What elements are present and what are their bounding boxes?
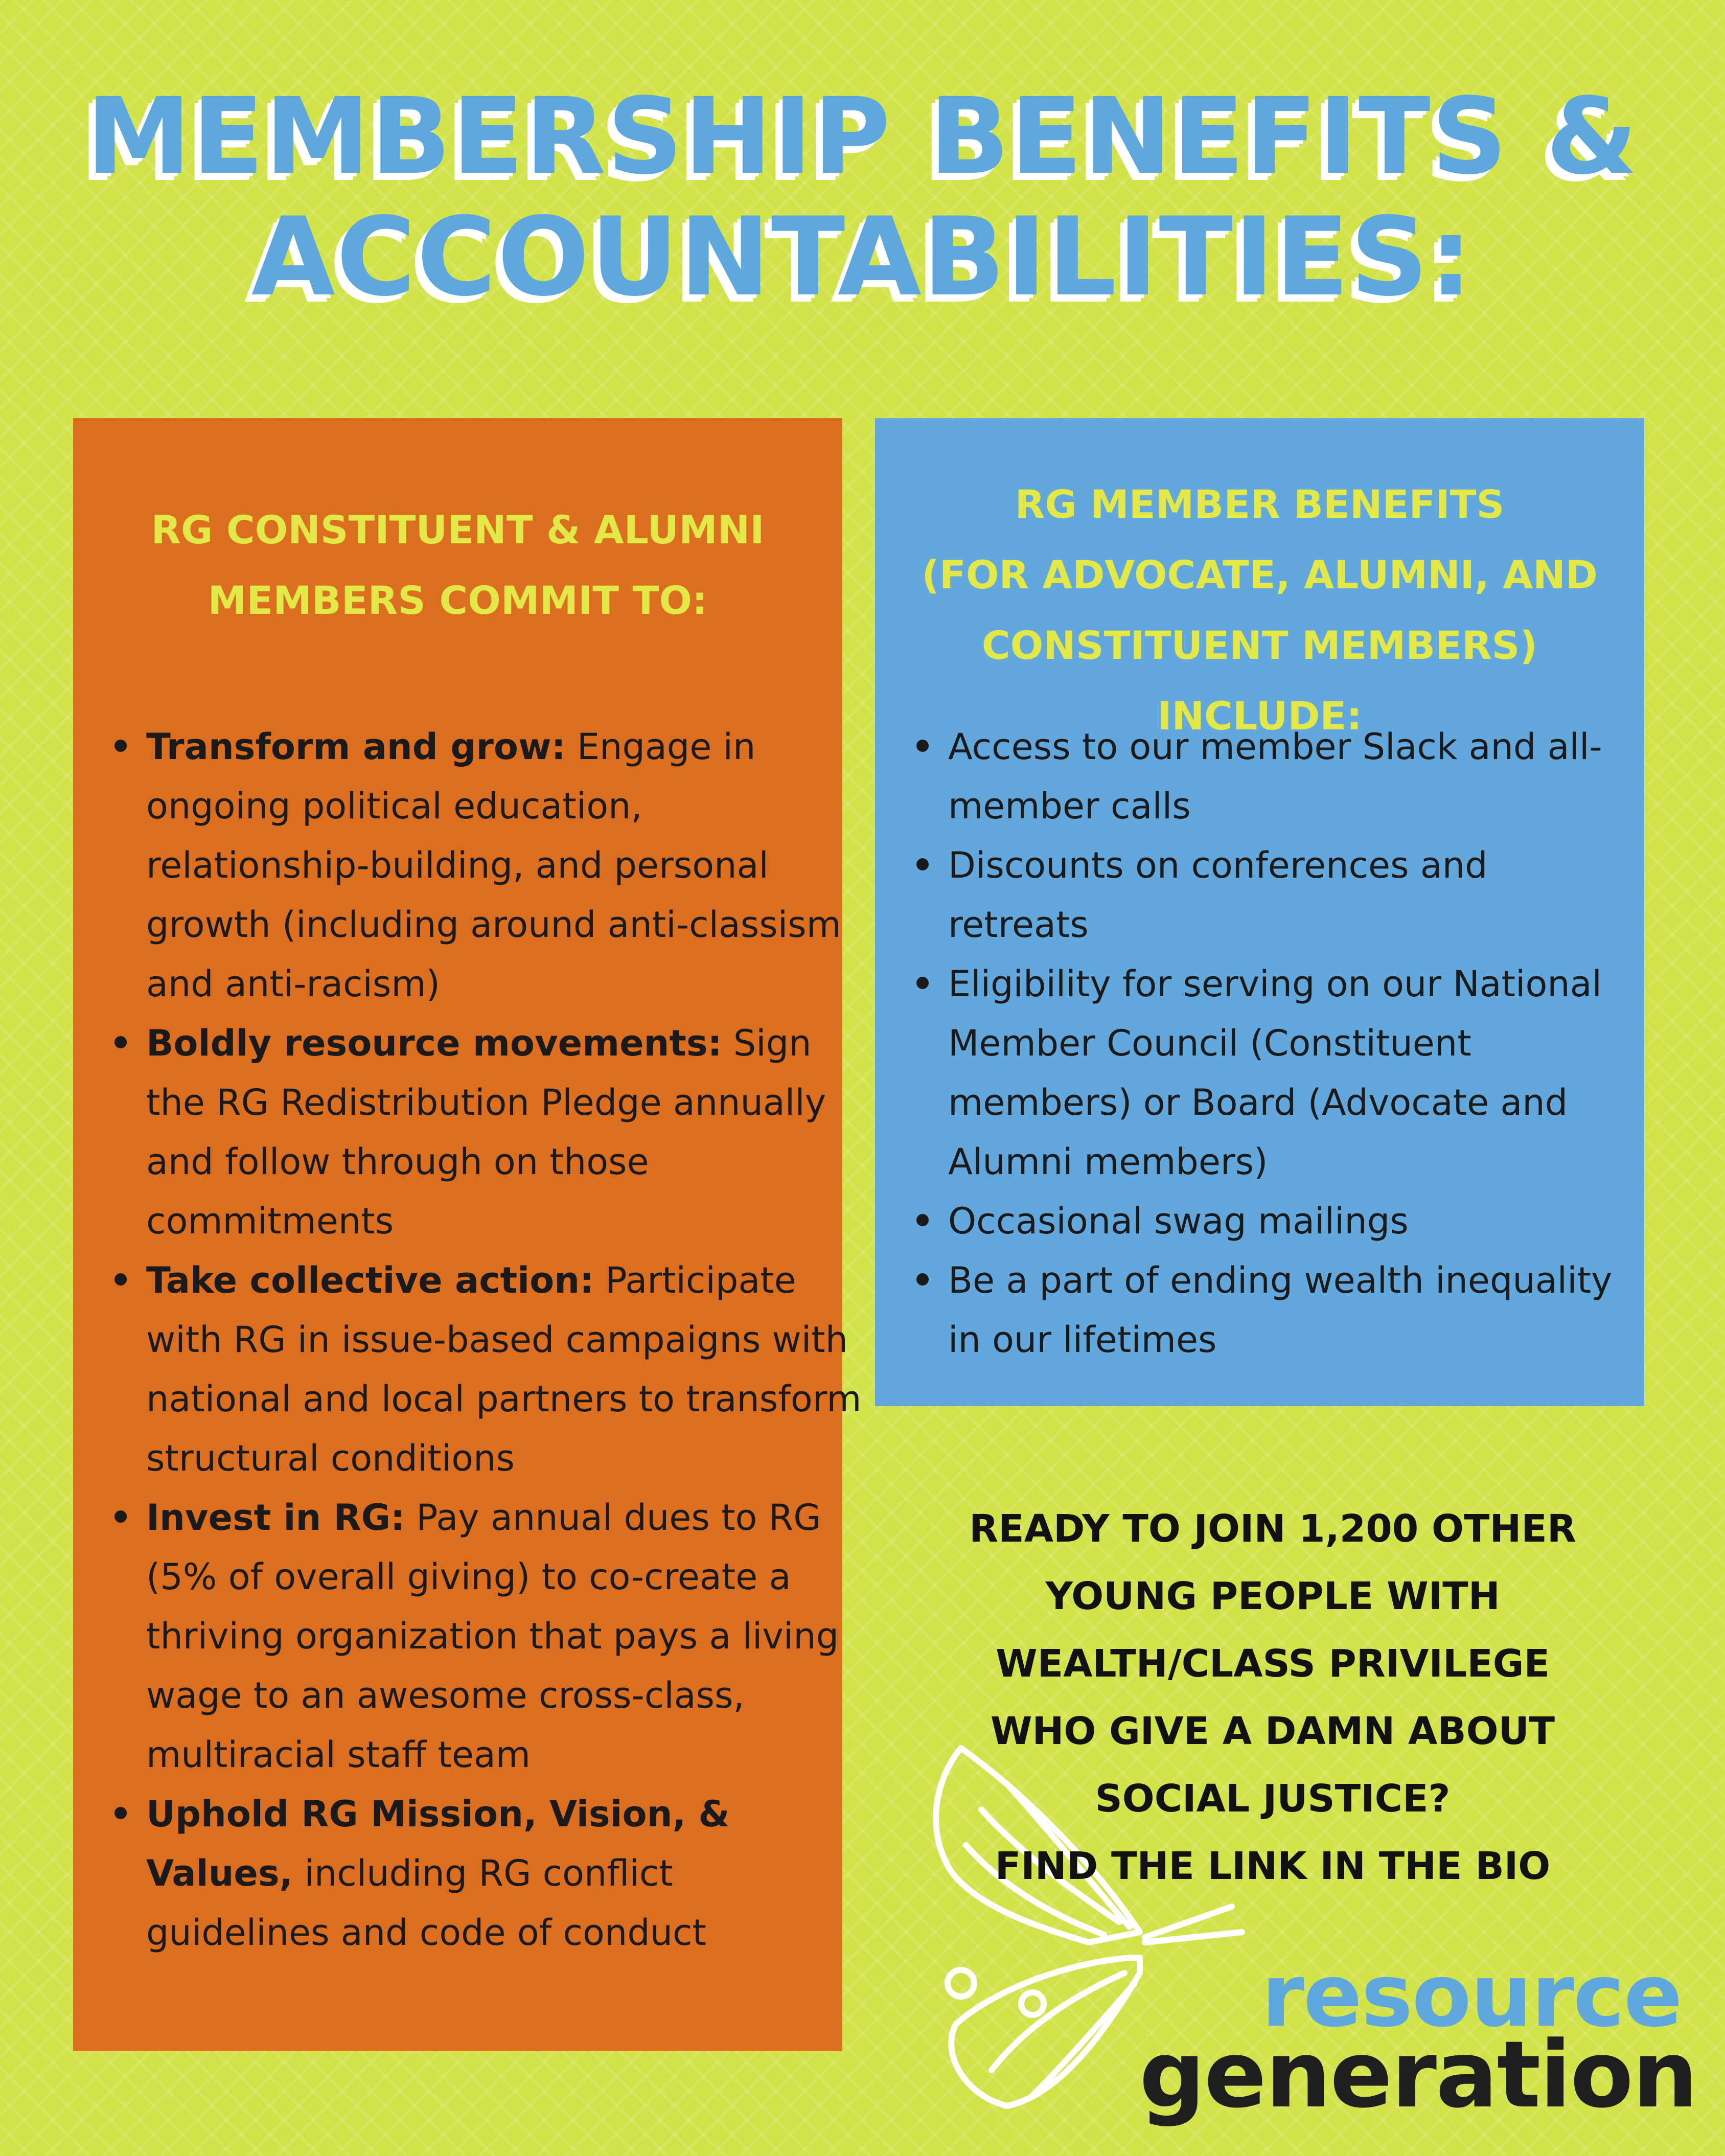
logo-word-resource: resource [1261,1945,1682,2047]
cta-line-2: YOUNG PEOPLE WITH [1045,1574,1500,1618]
benefits-panel [875,418,1644,1406]
commitment-item [146,1251,862,1488]
bullet-icon [916,1214,929,1226]
benefit-item-text: Discounts on conferences and retreats [948,844,1488,946]
bullet-icon [916,740,929,752]
commitment-item-text: including RG conflict guidelines and code of conduct [146,1852,706,1954]
benefit-item [948,954,1638,1191]
commitment-item [146,717,862,1014]
commitments-heading-line-2: MEMBERS COMMIT TO: [208,578,708,623]
commitment-item-title: Boldly resource movements: [146,1022,722,1064]
cta-line-4: WHO GIVE A DAMN ABOUT [990,1709,1555,1753]
commitment-item-text: Engage in ongoing political education, relationship-building, and personal growth (including around anti-classism and anti-racism) [146,726,841,1005]
commitment-item-title: Uphold RG Mission, Vision, & Values, [146,1793,730,1894]
logo-word-generation: generation [1139,2022,1697,2128]
cta-line-5: SOCIAL JUSTICE? [1095,1777,1451,1821]
cta-line-3: WEALTH/CLASS PRIVILEGE [995,1642,1550,1686]
commitment-item-title: Take collective action: [146,1259,594,1301]
title-line-2: ACCOUNTABILITIES: [251,194,1474,320]
benefits-heading-line-1: RG MEMBER BENEFITS [1015,481,1505,527]
commitment-item [146,1488,862,1784]
bullet-icon [916,858,929,870]
commitment-item-text: Participate with RG in issue-based campaigns with national and local partners to transform structural conditions [146,1259,862,1479]
commitments-heading [73,495,842,636]
commitment-item-text: Sign the RG Redistribution Pledge annually and follow through on those commitments [146,1022,826,1242]
benefits-heading [875,469,1644,751]
benefits-heading-line-2: (FOR ADVOCATE, ALUMNI, AND [922,552,1598,598]
benefit-item-text: Be a part of ending wealth inequality in our lifetimes [948,1259,1613,1361]
page-title [0,75,1725,320]
bullet-icon [114,1036,127,1048]
commitment-item-text: Pay annual dues to RG (5% of overall giving) to co-create a thriving organization that pays a living wage to an awesome cross-class, multiracial staff team [146,1497,839,1776]
benefit-item [948,836,1638,954]
benefits-list [948,717,1638,1369]
cta-line-1: READY TO JOIN 1,200 OTHER [969,1507,1576,1551]
benefit-item-text: Access to our member Slack and all-member calls [948,726,1602,827]
bullet-icon [114,1273,127,1286]
bullet-icon [916,1273,929,1286]
benefit-item [948,1251,1638,1369]
commitment-item [146,1014,862,1251]
commitments-heading-line-1: RG CONSTITUENT & ALUMNI [151,507,765,553]
title-line-1: MEMBERSHIP BENEFITS & [86,75,1639,198]
benefit-item [948,1191,1638,1251]
call-to-action [915,1495,1630,1900]
benefit-item-text: Occasional swag mailings [948,1200,1409,1242]
benefits-heading-line-3: CONSTITUENT MEMBERS) INCLUDE: [981,623,1538,739]
commitment-item-title: Transform and grow: [146,726,566,768]
commitments-panel [73,418,862,2051]
benefit-item-text: Eligibility for serving on our National Member Council (Constituent members) or Board (Advocate and Alumni members) [948,963,1602,1183]
bullet-icon [916,977,929,989]
commitments-list [146,717,862,1962]
commitment-item-title: Invest in RG: [146,1497,405,1539]
bullet-icon [114,1807,127,1819]
bullet-icon [114,1510,127,1523]
resource-generation-logo [1139,1945,1697,2128]
bullet-icon [114,740,127,752]
benefit-item [948,717,1638,836]
commitment-item [146,1784,862,1962]
cta-line-6: FIND THE LINK IN THE BIO [995,1844,1551,1888]
